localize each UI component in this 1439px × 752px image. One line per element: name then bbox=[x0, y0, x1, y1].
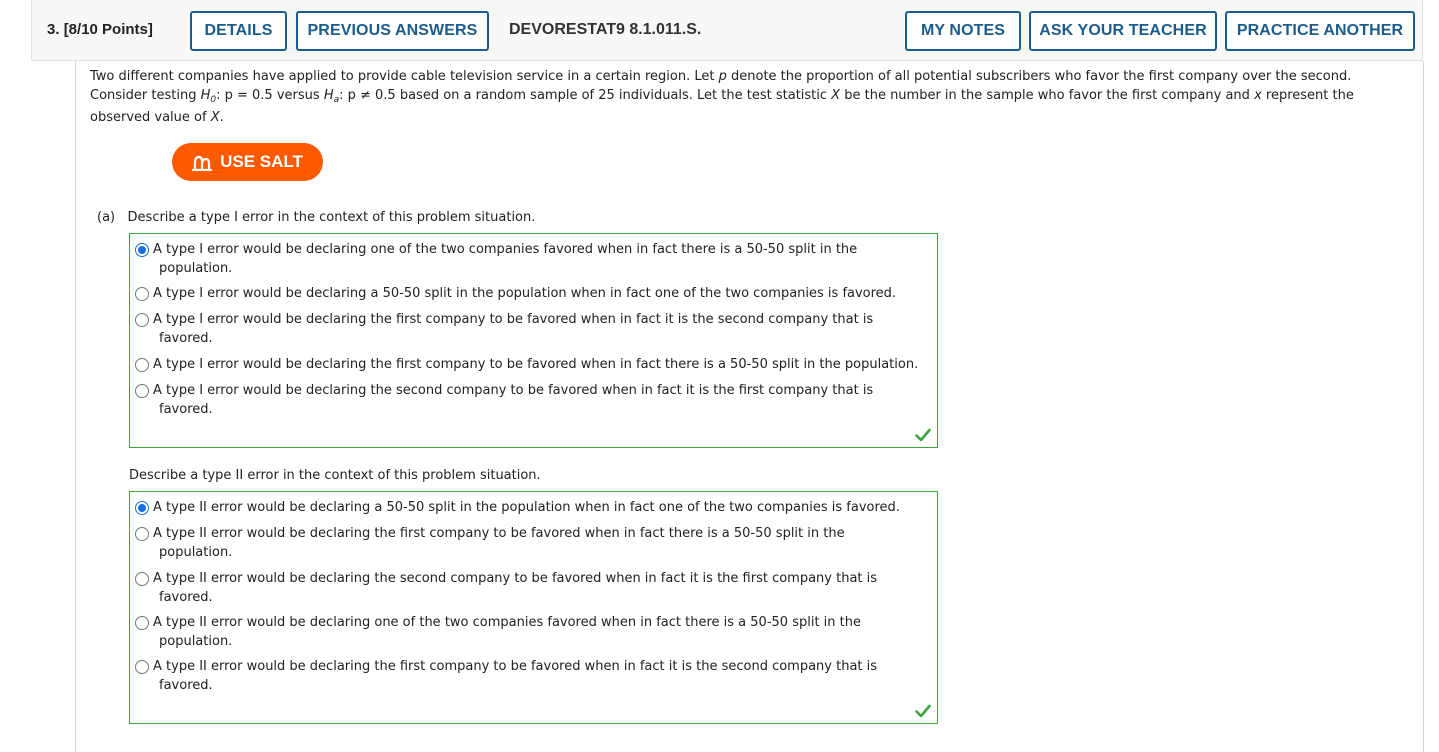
alternative-hypothesis: $H_a$ bbox=[323, 87, 340, 105]
part-b-prompt: Describe a type II error in the context of this problem situation. bbox=[129, 468, 541, 483]
part-b-option[interactable]: A type II error would be declaring the second company to be favored when in fact it is the first company that is favored. bbox=[135, 570, 935, 607]
ask-your-teacher-button[interactable]: ASK YOUR TEACHER bbox=[1029, 11, 1217, 51]
part-b-option[interactable]: A type II error would be declaring one of the two companies favored when in fact there is a 50-50 split in the population. bbox=[135, 614, 935, 651]
question-points: [8/10 Points] bbox=[63, 21, 153, 38]
my-notes-button[interactable]: MY NOTES bbox=[905, 11, 1021, 51]
part-b-option[interactable]: A type II error would be declaring the first company to be favored when in fact there is a 50-50 split in the population. bbox=[135, 525, 935, 562]
part-a-prefix: (a) bbox=[97, 210, 116, 225]
problem-line-3: observed value of X. bbox=[90, 110, 224, 125]
practice-another-button[interactable]: PRACTICE ANOTHER bbox=[1225, 11, 1415, 51]
radio-button[interactable] bbox=[135, 527, 149, 541]
question-header bbox=[31, 0, 1423, 61]
null-hypothesis: $H_0$ bbox=[200, 87, 217, 105]
radio-button[interactable] bbox=[135, 501, 149, 515]
details-button[interactable]: DETAILS bbox=[190, 11, 287, 51]
part-a-option[interactable]: A type I error would be declaring one of the two companies favored when in fact there is a 50-50 split in the population. bbox=[135, 241, 935, 278]
part-a-prompt: (a) Describe a type I error in the context of this problem situation. bbox=[97, 210, 536, 225]
radio-button[interactable] bbox=[135, 287, 149, 301]
part-a-option[interactable]: A type I error would be declaring the first company to be favored when in fact there is a 50-50 split in the population. bbox=[135, 356, 935, 375]
problem-line-1: Two different companies have applied to provide cable television service in a certain region. Let p denote the proportion of all potential subscribers who favor the first company over the second. bbox=[90, 69, 1352, 84]
use-salt-label: USE SALT bbox=[220, 152, 303, 171]
salt-icon bbox=[192, 153, 212, 171]
use-salt-button[interactable] bbox=[172, 143, 323, 181]
question-label bbox=[47, 21, 153, 38]
part-a-option[interactable]: A type I error would be declaring the second company to be favored when in fact it is the first company that is favored. bbox=[135, 382, 935, 419]
checkmark-icon bbox=[915, 428, 931, 442]
question-number: 3. bbox=[47, 21, 60, 38]
part-b-option[interactable]: A type II error would be declaring a 50-50 split in the population when in fact one of the two companies is favored. bbox=[135, 499, 935, 518]
checkmark-icon bbox=[915, 704, 931, 718]
radio-button[interactable] bbox=[135, 384, 149, 398]
part-a-choices bbox=[129, 233, 938, 448]
part-b-choices bbox=[129, 491, 938, 724]
problem-statement bbox=[90, 68, 1390, 128]
part-a-option[interactable]: A type I error would be declaring the first company to be favored when in fact it is the second company that is favored. bbox=[135, 311, 935, 348]
radio-button[interactable] bbox=[135, 572, 149, 586]
previous-answers-button[interactable]: PREVIOUS ANSWERS bbox=[296, 11, 489, 51]
radio-button[interactable] bbox=[135, 358, 149, 372]
radio-button[interactable] bbox=[135, 243, 149, 257]
problem-line-2: Consider testing $H_0$: p = 0.5 versus $H_a$: p ≠ 0.5 based on a random sample of 25 individuals. Let the test statistic X be the number in the sample who favor the first company and x represent the bbox=[90, 87, 1354, 105]
part-b-option[interactable]: A type II error would be declaring the first company to be favored when in fact it is the second company that is favored. bbox=[135, 658, 935, 695]
problem-code: DEVORESTAT9 8.1.011.S. bbox=[509, 21, 702, 38]
radio-button[interactable] bbox=[135, 616, 149, 630]
radio-button[interactable] bbox=[135, 313, 149, 327]
part-a-option[interactable]: A type I error would be declaring a 50-50 split in the population when in fact one of the two companies is favored. bbox=[135, 285, 935, 304]
radio-button[interactable] bbox=[135, 660, 149, 674]
